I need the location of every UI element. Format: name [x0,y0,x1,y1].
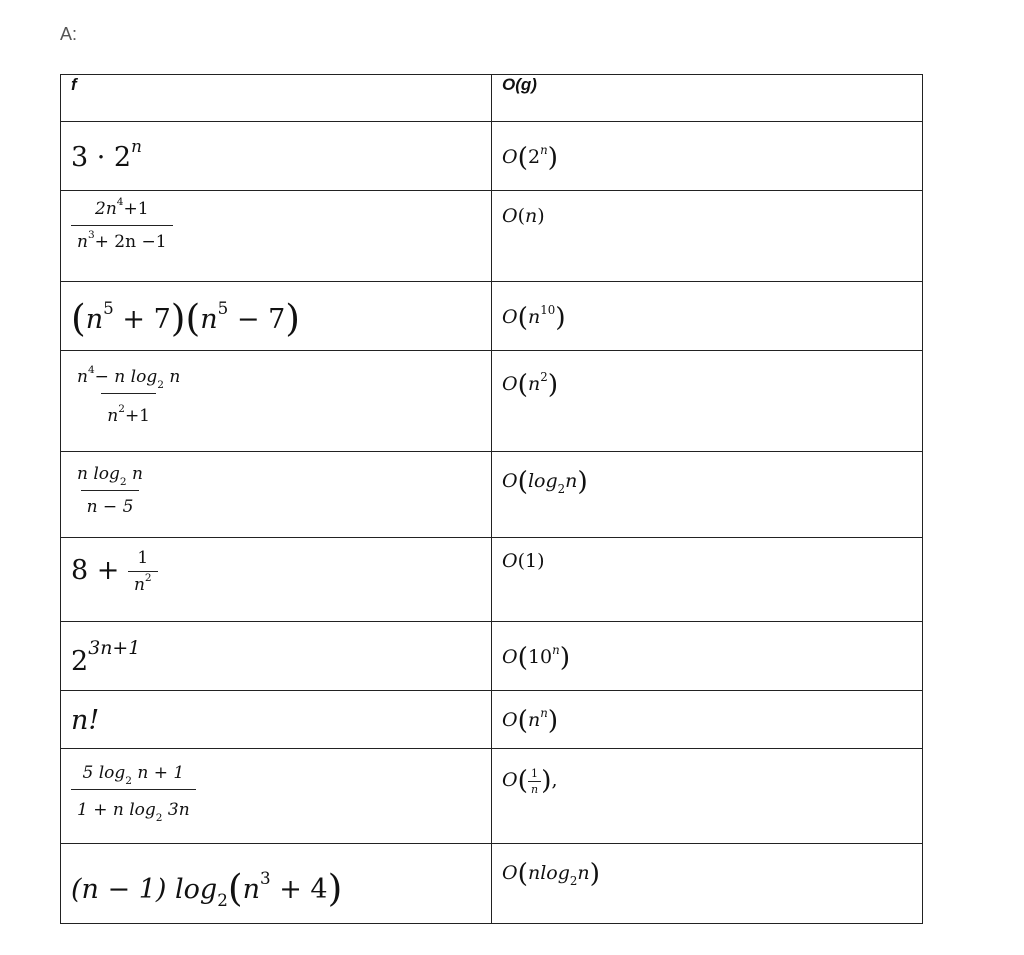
cell-o: O( $\frac{1}{n}$ ), [492,749,923,844]
cell-o: $O(\log_2n)$ [492,452,923,538]
table-row [61,282,923,351]
table-row [61,191,923,282]
cell-o: $O(n^2)$ [492,351,923,452]
cell-f [61,351,492,452]
fraction: $\frac{5 \log_2 n + 1}{1 + n \log_2 3n}$ [71,763,196,820]
table-row [61,749,923,844]
cell-f: $3 \cdot 2^n$ [61,122,492,191]
table-row [61,844,923,924]
cell-o: O(10$^n$) [492,622,923,691]
header-f: f [61,75,492,122]
cell-o: O(1) [492,538,923,622]
fraction: $\frac{2n^4+1}{n^3+ 2n -1}$ [71,199,173,252]
cell-f: (n − 1) $\log_2(n^3 + 4)$ [61,844,492,924]
table-row [61,351,923,452]
f-expr: 3 · 2 [71,142,132,173]
complexity-table [60,74,923,924]
question-label: A: [60,24,78,44]
fraction: $\frac{n^4- n \log_2 n}{n^2+1}$ [77,364,181,426]
fraction: $\frac{1}{n}$ [528,767,541,796]
table-row [61,122,923,191]
cell-f [61,191,492,282]
cell-o: O(n) [492,191,923,282]
table-row [61,452,923,538]
cell-f: $2^{3n+1}$ [61,622,492,691]
cell-f: 8 + $\frac{1}{n^2}$ [61,538,492,622]
cell-f [61,749,492,844]
table-row [61,622,923,691]
cell-o: O(nlog$_2$n) [492,844,923,924]
cell-f: n! [61,691,492,749]
fraction: $\frac{n \log_2 n}{n - 5}$ [77,464,143,517]
table-header-row [61,75,923,122]
header-o: O(g) [492,75,923,122]
cell-f [61,452,492,538]
cell-f: $(n^5 + 7)(n^5 - 7)$ [61,282,492,351]
cell-o: $O(n^n)$ [492,691,923,749]
table-row [61,538,923,622]
cell-o: O(2$^n$) [492,122,923,191]
table-row [61,691,923,749]
cell-o: $O(n^{10})$ [492,282,923,351]
fraction: $\frac{1}{n^2}$ [128,548,158,595]
